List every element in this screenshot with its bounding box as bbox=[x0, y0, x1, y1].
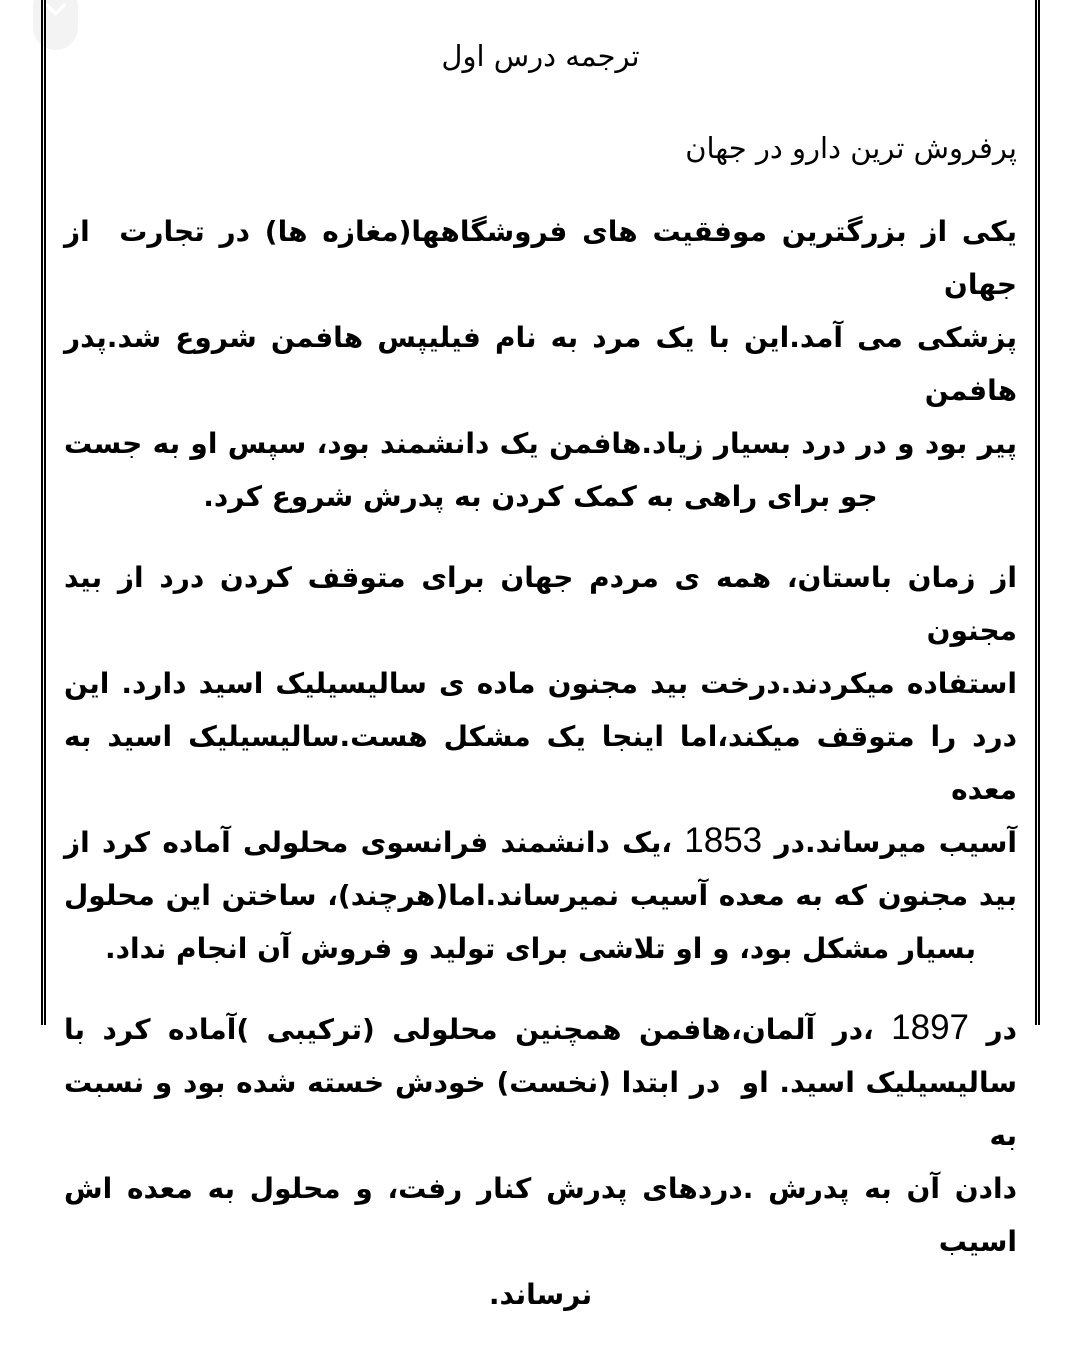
text-line bbox=[54, 1056, 1017, 1162]
text-line bbox=[64, 1003, 1017, 1056]
text-line bbox=[64, 417, 1017, 470]
paragraph bbox=[54, 1003, 1017, 1321]
text-segment: استفاده میکردند.درخت بید مجنون ماده ی سالیسیلیک اسید دارد. این bbox=[64, 667, 1017, 700]
text-segment: نرساند. bbox=[488, 1278, 593, 1311]
text-line bbox=[54, 551, 1017, 657]
text-segment: از زمان باستان، همه ی مردم جهان برای متوقف کردن درد از بید مجنون bbox=[54, 561, 1017, 647]
paragraph bbox=[54, 551, 1017, 975]
document-page bbox=[46, 0, 1035, 1349]
text-segment: ،در آلمان،هافمن همچنین محلولی (ترکیبی )آماده کرد با bbox=[64, 1013, 892, 1046]
text-line bbox=[54, 311, 1017, 417]
text-line bbox=[64, 816, 1017, 869]
text-segment: پیر بود و در درد بسیار زیاد.هافمن یک دانشمند بود، سپس او به جست bbox=[64, 427, 1017, 460]
text-segment: بید مجنون که به معده آسیب نمیرساند.اما(هرچند)، ساختن این محلول bbox=[64, 879, 1017, 912]
text-line bbox=[64, 922, 1017, 975]
text-segment: بسیار مشکل بود، و او تلاشی برای تولید و فروش آن انجام نداد. bbox=[105, 932, 976, 965]
text-segment: سالیسیلیک اسید. او در ابتدا (نخست) خودش خسته شده بود و نسبت به bbox=[54, 1066, 1017, 1152]
text-segment: ،یک دانشمند فرانسوی محلولی آماده کرد از bbox=[64, 826, 685, 859]
text-line bbox=[64, 470, 1017, 523]
text-segment: دادن آن به پدرش .دردهای پدرش کنار رفت، و محلول به معده اش اسیب bbox=[54, 1172, 1017, 1258]
document-body bbox=[54, 205, 1017, 1321]
year-number: 1897 bbox=[891, 1008, 970, 1047]
document-subtitle: پرفروش ترین دارو در جهان bbox=[685, 131, 1017, 165]
text-line bbox=[54, 205, 1017, 311]
text-line bbox=[64, 1268, 1017, 1321]
text-segment: جو برای راهی به کمک کردن به پدرش شروع کرد. bbox=[203, 480, 878, 513]
text-segment: در bbox=[969, 1013, 1017, 1046]
paragraph bbox=[54, 205, 1017, 523]
text-segment: آسیب میرساند.در bbox=[762, 826, 1017, 859]
text-line bbox=[64, 869, 1017, 922]
text-line bbox=[54, 710, 1017, 816]
year-number: 1853 bbox=[684, 821, 763, 860]
text-segment: یکی از بزرگترین موفقیت های فروشگاهها(مغازه ها) در تجارت از جهان bbox=[54, 215, 1017, 301]
text-line bbox=[64, 657, 1017, 710]
text-line bbox=[54, 1162, 1017, 1268]
text-segment: پزشکی می آمد.این با یک مرد به نام فیلیپس هافمن شروع شد.پدر هافمن bbox=[54, 321, 1017, 407]
text-segment: درد را متوقف میکند،اما اینجا یک مشکل هست.سالیسیلیک اسید به معده bbox=[54, 720, 1017, 806]
document-title: ترجمه درس اول bbox=[441, 39, 640, 73]
